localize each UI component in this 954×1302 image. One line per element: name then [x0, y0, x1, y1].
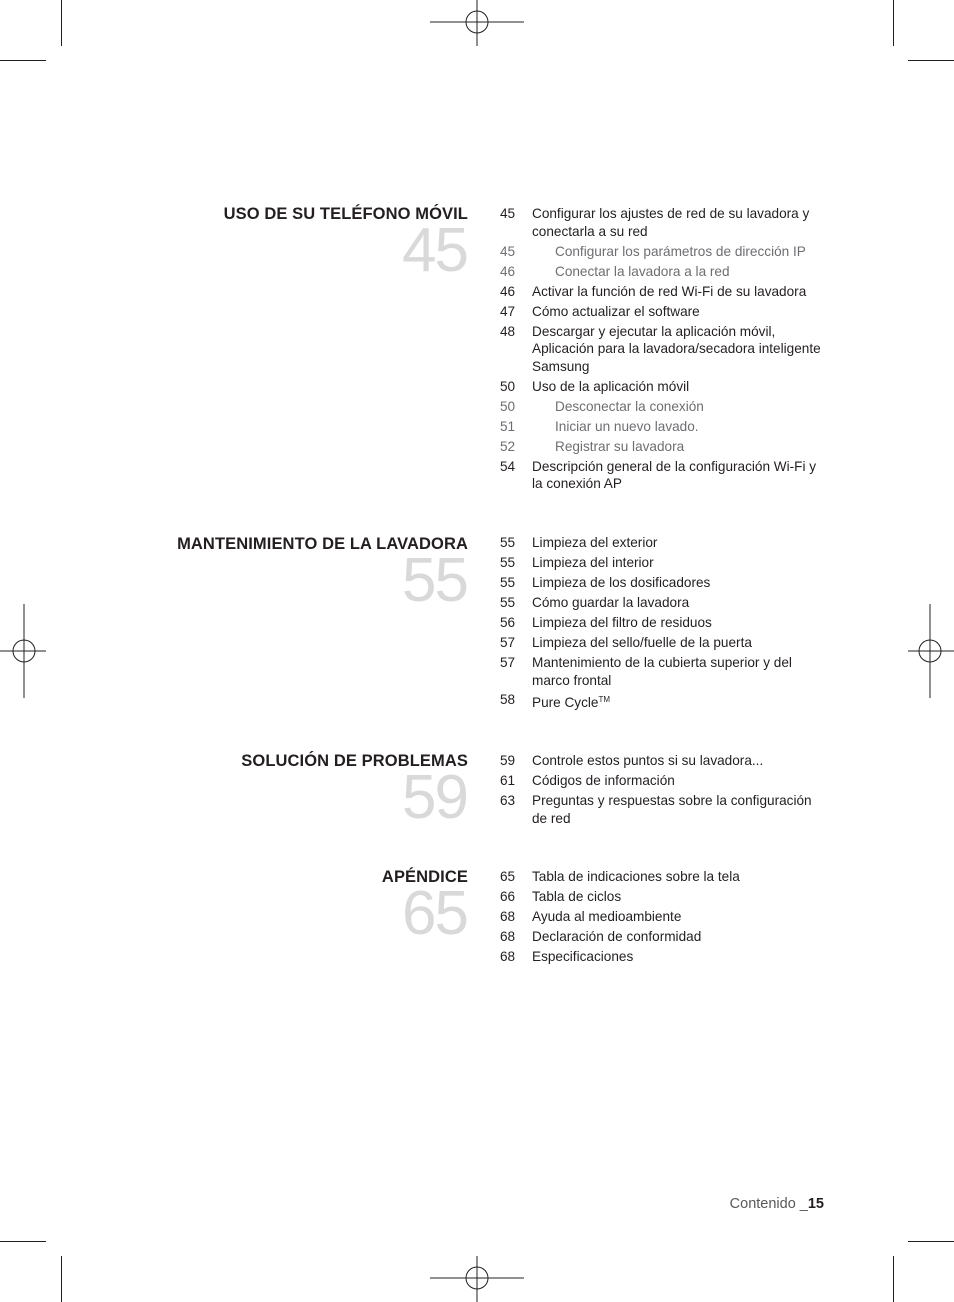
toc-entry-text	[532, 868, 830, 886]
toc-entry	[500, 554, 830, 572]
toc-entry	[500, 654, 830, 689]
toc-page-number: 50	[500, 398, 516, 414]
toc-entry-label: Desconectar la conexión	[555, 398, 704, 414]
toc-page-number: 48	[500, 323, 516, 339]
toc-page-number: 68	[500, 908, 516, 924]
toc-entry-label: Descargar y ejecutar la aplicación móvil, Aplicación para la lavadora/secadora inteligente Samsung	[532, 323, 821, 374]
toc-page-number: 58	[500, 692, 516, 708]
toc-entry-text	[532, 691, 830, 712]
toc-subentry	[500, 243, 830, 261]
toc-entry-text	[532, 418, 830, 436]
crop-mark	[0, 60, 46, 61]
section-heading	[120, 750, 468, 832]
trademark-superscript: TM	[598, 695, 611, 705]
toc-entry	[500, 691, 830, 712]
toc-page-number: 68	[500, 948, 516, 964]
toc-entry-text	[532, 534, 830, 552]
toc-entry-label: Uso de la aplicación móvil	[532, 378, 690, 394]
section-number: 45	[402, 216, 467, 285]
toc-entry-label: Declaración de conformidad	[532, 928, 702, 944]
toc-entry	[500, 458, 830, 493]
toc-entry	[500, 594, 830, 612]
registration-mark-icon	[430, 0, 524, 46]
toc-page-number: 55	[500, 535, 516, 550]
toc-list	[500, 752, 830, 830]
toc-entry-text	[532, 634, 830, 652]
toc-page-number: 47	[500, 303, 516, 319]
toc-entry	[500, 303, 830, 321]
toc-page-number: 50	[500, 378, 516, 394]
section-heading	[120, 533, 468, 615]
toc-page-number: 51	[500, 418, 516, 434]
footer-label: Contenido _	[729, 1196, 808, 1212]
toc-page-number: 57	[500, 634, 516, 650]
toc-entry	[500, 928, 830, 946]
toc-entry-label: Limpieza del filtro de residuos	[532, 614, 712, 630]
crop-mark	[908, 1241, 954, 1242]
toc-entry	[500, 534, 830, 552]
section-number: 59	[402, 763, 467, 832]
toc-page-number: 45	[500, 243, 516, 259]
toc-page-number: 63	[500, 792, 516, 808]
toc-entry-text	[532, 654, 830, 689]
toc-page-number: 65	[500, 869, 516, 884]
toc-entry-text	[532, 908, 830, 926]
toc-entry-label: Registrar su lavadora	[555, 438, 685, 454]
toc-entry-text	[532, 438, 830, 456]
toc-entry-label: Tabla de indicaciones sobre la tela	[532, 869, 740, 884]
registration-mark-icon	[430, 1256, 524, 1302]
toc-entry	[500, 614, 830, 632]
toc-entry-text	[532, 752, 830, 770]
toc-entry-label: Ayuda al medioambiente	[532, 908, 682, 924]
toc-page-number: 55	[500, 574, 516, 590]
toc-entry-label: Códigos de información	[532, 772, 675, 788]
toc-entry-label: Configurar los parámetros de dirección IP	[555, 243, 806, 259]
toc-subentry	[500, 418, 830, 436]
toc-entry-label: Controle estos puntos si su lavadora...	[532, 753, 764, 768]
section-number: 55	[402, 546, 467, 615]
toc-entry-text	[532, 888, 830, 906]
crop-mark	[893, 1256, 894, 1302]
toc-entry-text	[532, 928, 830, 946]
toc-entry-text	[532, 303, 830, 321]
toc-page-number: 68	[500, 928, 516, 944]
toc-entry-text	[532, 948, 830, 966]
toc-list	[500, 868, 830, 968]
section-heading	[120, 866, 468, 948]
toc-entry-label: Limpieza del exterior	[532, 535, 658, 550]
toc-entry-text	[532, 574, 830, 592]
toc-entry	[500, 574, 830, 592]
toc-list	[500, 534, 830, 714]
toc-list	[500, 205, 830, 495]
toc-entry-label: Cómo actualizar el software	[532, 303, 700, 319]
toc-entry-text	[532, 283, 830, 301]
toc-page-number: 66	[500, 888, 516, 904]
toc-entry-text	[532, 772, 830, 790]
section-title: APÉNDICE	[381, 868, 468, 886]
toc-entry-text	[532, 594, 830, 612]
toc-entry-text	[532, 398, 830, 416]
crop-mark	[908, 60, 954, 61]
toc-page-number: 46	[500, 283, 516, 299]
toc-entry	[500, 323, 830, 376]
toc-entry-label: Iniciar un nuevo lavado.	[555, 418, 699, 434]
toc-entry-label: Limpieza de los dosificadores	[532, 574, 711, 590]
toc-entry-text	[532, 378, 830, 396]
crop-mark	[893, 0, 894, 46]
section-heading	[120, 203, 468, 285]
section-title: SOLUCIÓN DE PROBLEMAS	[241, 752, 468, 770]
toc-entry-label: Activar la función de red Wi-Fi de su lavadora	[532, 283, 807, 299]
toc-entry-label: Mantenimiento de la cubierta superior y del marco frontal	[532, 654, 792, 688]
toc-entry	[500, 378, 830, 396]
toc-subentry	[500, 263, 830, 281]
toc-entry-label: Limpieza del sello/fuelle de la puerta	[532, 634, 752, 650]
toc-entry	[500, 948, 830, 966]
toc-entry-label: Conectar la lavadora a la red	[555, 263, 730, 279]
toc-entry	[500, 792, 830, 827]
toc-subentry	[500, 438, 830, 456]
footer-page-number: 15	[807, 1196, 824, 1212]
toc-entry-text	[532, 458, 830, 493]
toc-page-number: 55	[500, 594, 516, 610]
toc-entry	[500, 205, 830, 240]
toc-page-number: 54	[500, 458, 516, 474]
toc-page-number: 56	[500, 614, 516, 630]
toc-page-number: 59	[500, 753, 516, 768]
crop-mark	[61, 0, 62, 46]
crop-mark	[61, 1256, 62, 1302]
toc-entry-label: Preguntas y respuestas sobre la configuración de red	[532, 792, 812, 826]
toc-entry-text	[532, 792, 830, 827]
toc-entry	[500, 283, 830, 301]
section-title: USO DE SU TELÉFONO MÓVIL	[223, 205, 468, 223]
toc-entry	[500, 868, 830, 886]
page-footer	[730, 1196, 824, 1212]
toc-entry-label: Pure Cycle	[532, 695, 599, 711]
crop-mark	[0, 1241, 46, 1242]
toc-entry	[500, 634, 830, 652]
toc-entry-text	[532, 205, 830, 240]
toc-entry	[500, 752, 830, 770]
toc-entry	[500, 772, 830, 790]
toc-page-number: 55	[500, 554, 516, 570]
toc-page-number: 61	[500, 772, 516, 788]
toc-entry-label: Limpieza del interior	[532, 554, 654, 570]
toc-entry	[500, 888, 830, 906]
toc-entry-text	[532, 614, 830, 632]
toc-entry-text	[532, 323, 830, 376]
section-number: 65	[402, 879, 467, 948]
toc-page-number: 46	[500, 263, 516, 279]
toc-entry-label: Descripción general de la configuración Wi-Fi y la conexión AP	[532, 458, 817, 492]
toc-entry-label: Tabla de ciclos	[532, 888, 622, 904]
toc-entry	[500, 908, 830, 926]
registration-mark-icon	[0, 604, 46, 698]
toc-entry-text	[532, 263, 830, 281]
toc-entry-label: Cómo guardar la lavadora	[532, 594, 690, 610]
toc-entry-text	[532, 554, 830, 572]
registration-mark-icon	[908, 604, 954, 698]
toc-subentry	[500, 398, 830, 416]
toc-page-number: 52	[500, 438, 516, 454]
section-title: MANTENIMIENTO DE LA LAVADORA	[177, 535, 468, 553]
toc-page-number: 57	[500, 654, 516, 670]
toc-page-number: 45	[500, 206, 516, 221]
toc-entry-text	[532, 243, 830, 261]
toc-entry-label: Configurar los ajustes de red de su lavadora y conectarla a su red	[532, 206, 810, 239]
toc-entry-label: Especificaciones	[532, 948, 634, 964]
